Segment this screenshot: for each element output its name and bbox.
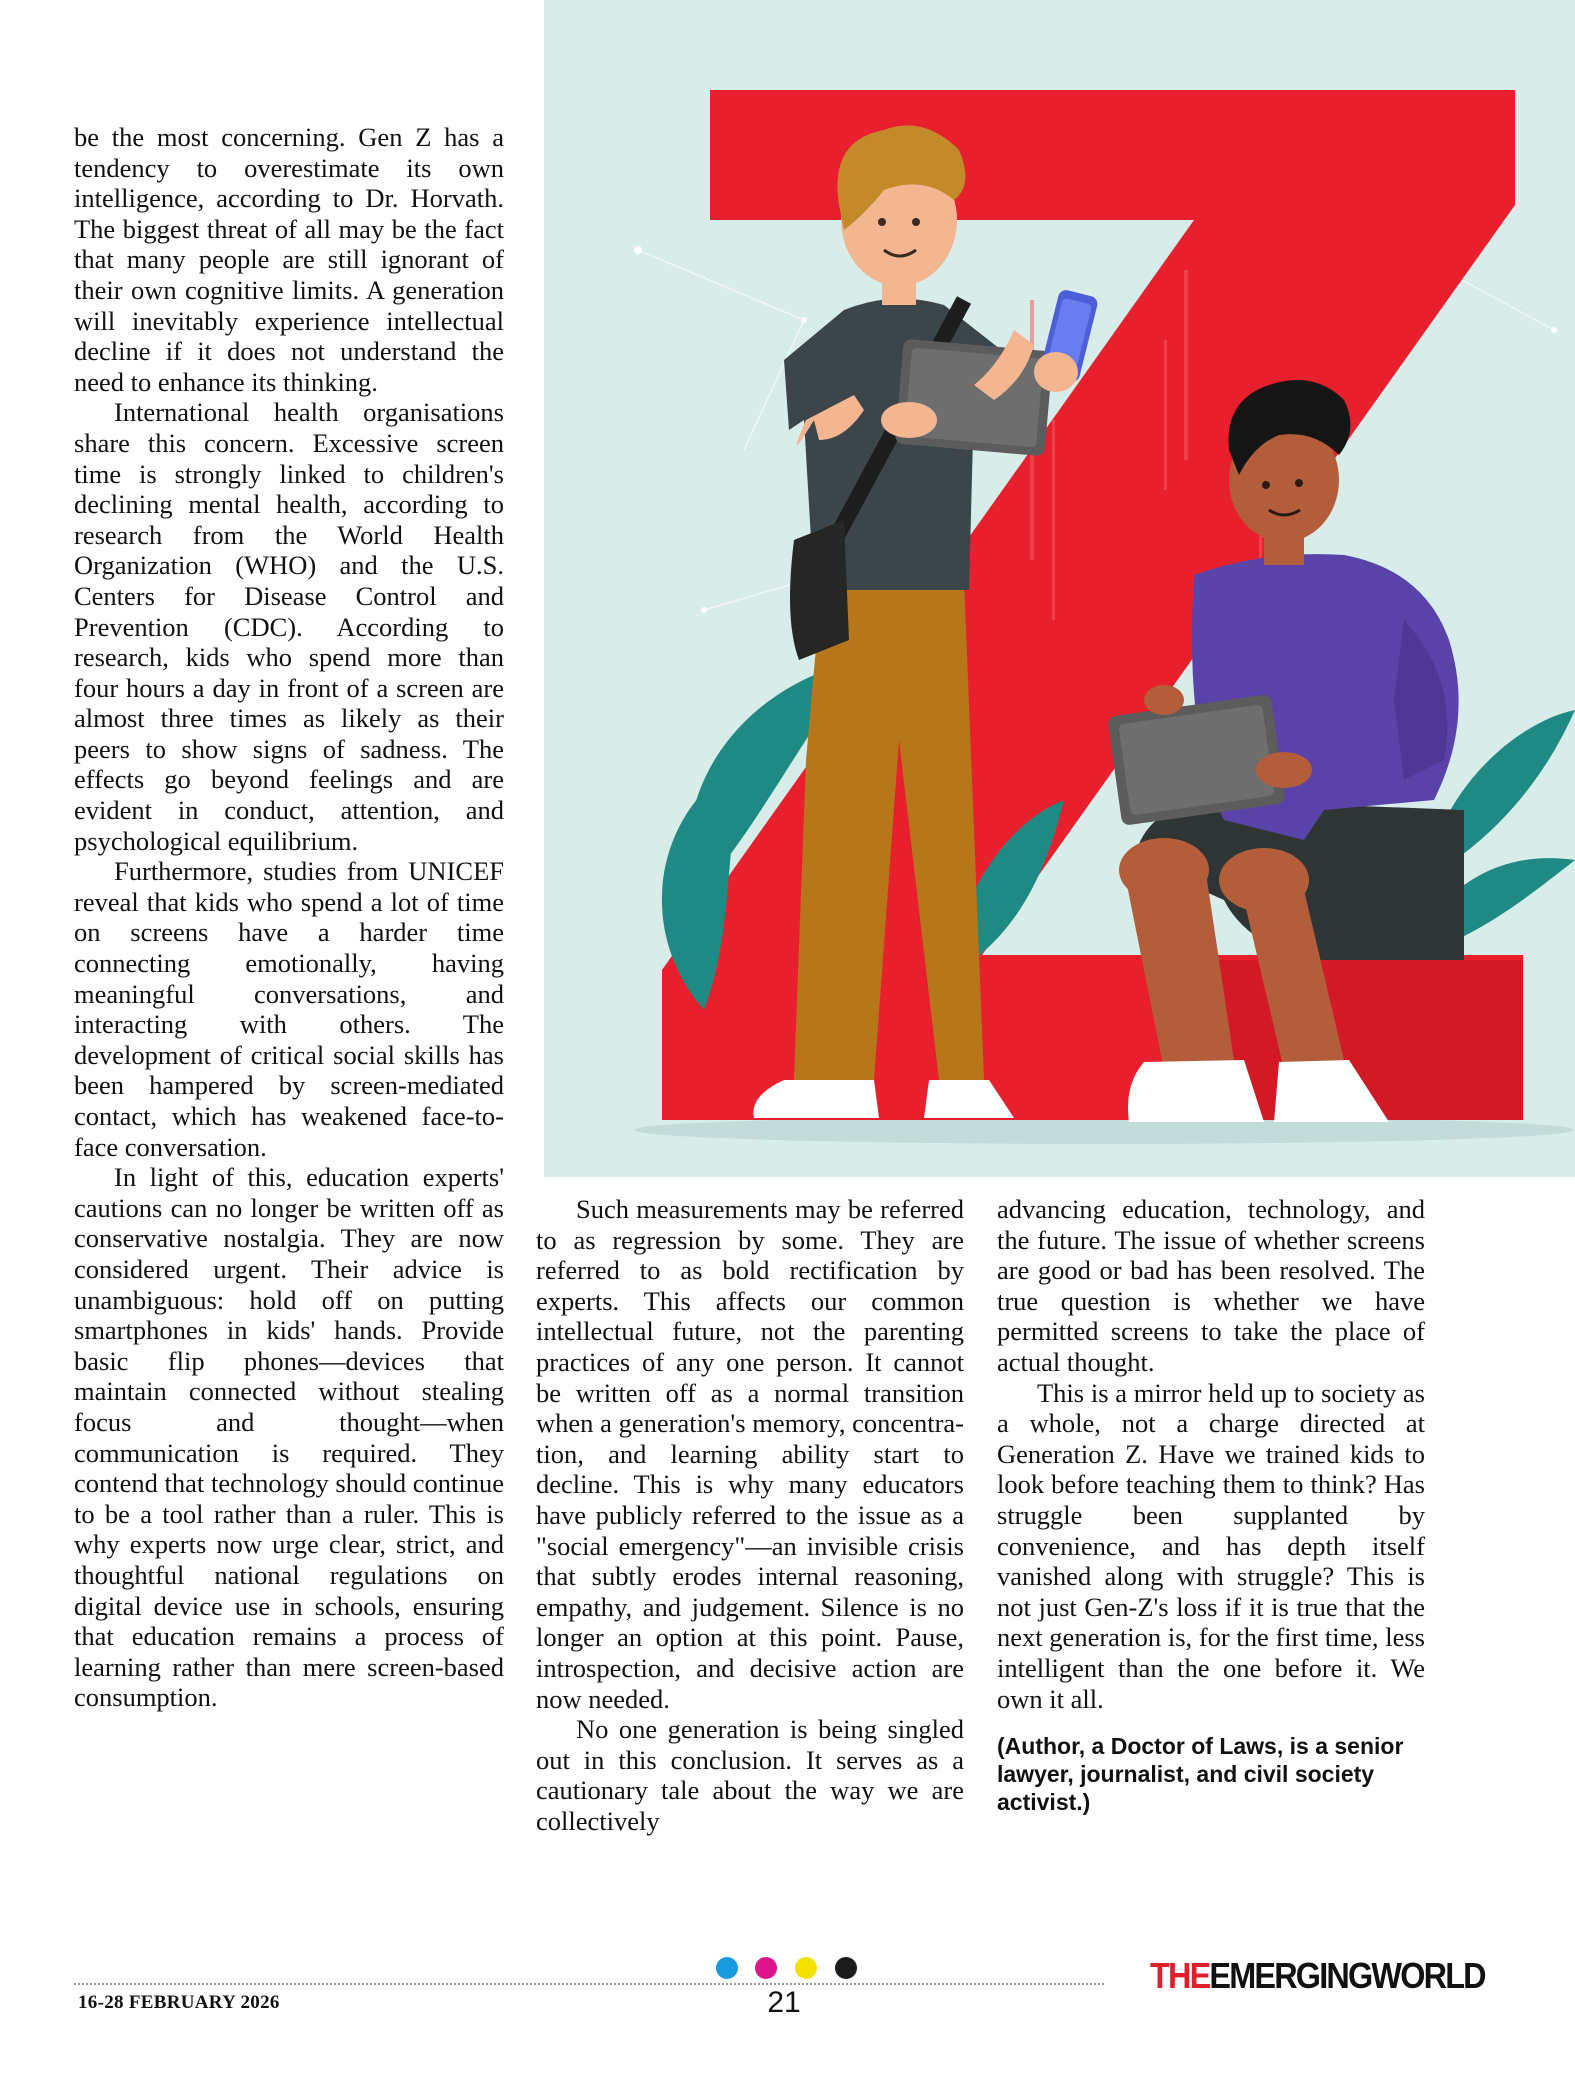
logo-emerging-world: EMERGINGWORLD — [1209, 1955, 1485, 1996]
paragraph: International health organisations share this concern. Excessive screen time is strongly linked to children's declining mental health, according to research from the World Health Organization (WHO) and the U.S. Centers for Disease Control and Prevention (CDC). According to research, kids who spend more than four hours a day in front of a screen are almost three times as likely as their peers to show signs of sadness. The effects go beyond feelings and are evident in conduct, attention, and psychological equilibrium. — [74, 397, 504, 856]
registration-dot-yellow-icon — [795, 1957, 817, 1979]
paragraph: No one generation is being singled out in this conclusion. It serves as a cautionary tale about the way we are collectively — [536, 1714, 964, 1836]
article-column-2 — [536, 1194, 964, 1836]
registration-dot-magenta-icon — [755, 1957, 777, 1979]
paragraph: be the most concerning. Gen Z has a tendency to overestimate its own intelligence, according to Dr. Horvath. The biggest threat of all may be the fact that many people are still ignorant of their own cognitive limits. A generation will inevitably experience intellectual decline if it does not understand the need to enhance its thinking. — [74, 122, 504, 397]
paragraph: Furthermore, studies from UNICEF reveal that kids who spend a lot of time on screens have a harder time connecting emotionally, having meaningful conversations, and interacting with others. The development of critical social skills has been hampered by screen-mediated contact, which has weakened face-to-face conversation. — [74, 856, 504, 1162]
article-column-3 — [997, 1194, 1425, 1816]
publication-logo — [1150, 1955, 1485, 1997]
illustration-gen-z — [544, 0, 1575, 1177]
article-column-1 — [74, 122, 504, 1713]
footer-divider — [74, 1983, 1104, 1985]
paragraph: In light of this, education experts' cautions can no longer be written off as conservative nostalgia. They are now considered urgent. Their advice is unambiguous: hold off on putting smartphones in kids' hands. Provide basic flip phones—devices that maintain connected without stealing focus and thought—when communication is required. They contend that technology should continue to be a tool rather than a ruler. This is why experts now urge clear, strict, and thoughtful national regulations on digital device use in schools, ensuring that education remains a process of learning rather than mere screen-based consumption. — [74, 1162, 504, 1713]
issue-date: 16-28 FEBRUARY 2026 — [78, 1992, 280, 2013]
paragraph: Such measurements may be referred to as regression by some. They are referred to as bold rectification by experts. This affects our common intellectual future, not the parenting practices of any one person. It cannot be written off as a normal transition when a generation's memory, concentration, and learning ability start to decline. This is why many educators have publicly referred to the issue as a "social emergency"—an invisible crisis that subtly erodes internal reasoning, empathy, and judgement. Silence is no longer an option at this point. Pause, introspection, and decisive action are now needed. — [536, 1194, 964, 1714]
registration-dot-black-icon — [835, 1957, 857, 1979]
paragraph: This is a mirror held up to society as a whole, not a charge directed at Generation Z. Have we trained kids to look before teaching them to think? Has struggle been supplanted by convenience, and has depth itself vanished along with struggle? This is not just Gen-Z's loss if it is true that the next generation is, for the first time, less intelligent than the one before it. We own it all. — [997, 1377, 1425, 1714]
page-number: 21 — [767, 1986, 801, 2019]
logo-the: THE — [1150, 1955, 1210, 1996]
paragraph: advancing education, technology, and the future. The issue of whether screens are good or bad has been resolved. The true question is whether we have permitted screens to take the place of actual thought. — [997, 1194, 1425, 1377]
author-byline: (Author, a Doctor of Laws, is a senior lawyer, journalist, and civil society activist.) — [997, 1733, 1404, 1816]
registration-dot-cyan-icon — [716, 1957, 738, 1979]
